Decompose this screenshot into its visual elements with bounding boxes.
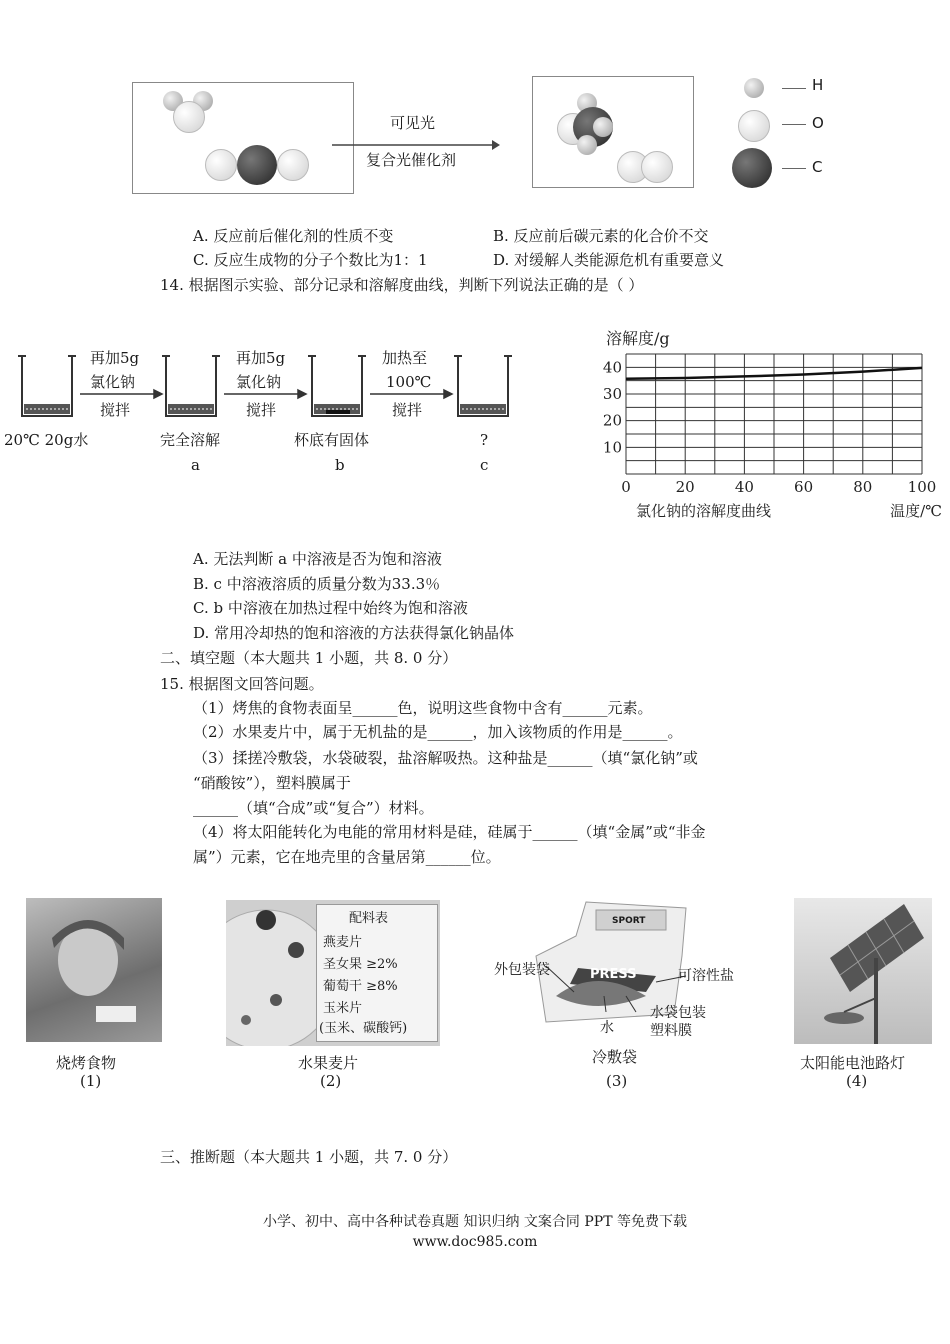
oxygen-atom [738, 110, 770, 142]
cold-pack-film-1: 水袋包装 [650, 1005, 706, 1021]
beaker-c-note: ? [480, 431, 489, 449]
photo-solar-lamp [794, 898, 932, 1044]
step1-bot: 搅拌 [100, 401, 131, 419]
cold-pack-film-2: 塑料膜 [650, 1023, 692, 1039]
q13-option-b: B. 反应前后碳元素的化合价不交 [493, 227, 709, 245]
x-tick-label: 80 [853, 478, 873, 496]
x-tick-label: 100 [907, 478, 937, 496]
x-tick-label: 60 [794, 478, 814, 496]
carbon-atom [237, 145, 277, 185]
cold-pack-outer-bag: 外包装袋 [494, 962, 550, 978]
x-axis-label: 温度/℃ [890, 502, 942, 520]
oxygen-atom [277, 149, 309, 181]
p4-caption: 太阳能电池路灯 [800, 1054, 906, 1072]
q13-option-c: C. 反应生成物的分子个数比为1：1 [193, 251, 428, 269]
step1-top: 再加5g [90, 349, 140, 367]
section-3-heading: 三、推断题（本大题共 1 小题，共 7. 0 分） [160, 1148, 458, 1166]
oxygen-atom [173, 101, 205, 133]
y-axis-label: 溶解度/g [606, 329, 670, 348]
beaker-b-note: 杯底有固体 [294, 431, 370, 449]
ingredient-2: 圣女果 ≥2% [323, 957, 398, 972]
cold-pack-press: PRESS [590, 967, 637, 982]
beaker-a-note: 完全溶解 [160, 431, 221, 449]
product-box [532, 76, 694, 188]
oxygen-atom [641, 151, 673, 183]
p4-number: (4) [846, 1072, 868, 1090]
beaker-initial-label: 20℃ 20g水 [4, 431, 89, 449]
q14-option-b: B. c 中溶液溶质的质量分数为33.3％ [193, 575, 441, 593]
person-icon [26, 898, 162, 1042]
oxygen-atom [205, 149, 237, 181]
legend-c: C [812, 158, 823, 176]
arrow-label-bottom: 复合光催化剂 [366, 151, 457, 169]
ingredient-panel [316, 904, 438, 1042]
solubility-chart-svg [590, 320, 950, 525]
q14-option-a: A. 无法判断 a 中溶液是否为饱和溶液 [193, 550, 442, 568]
q15-line-6: （4）将太阳能转化为电能的常用材料是硅，硅属于______（填“金属”或“非金 [193, 823, 706, 841]
step2-mid: 氯化钠 [236, 373, 282, 391]
q13-option-a: A. 反应前后催化剂的性质不变 [193, 227, 394, 245]
legend-h: H [812, 76, 824, 94]
photo-fruit-cereal [226, 900, 440, 1046]
x-tick-label: 20 [675, 478, 695, 496]
beaker-a-label: a [191, 456, 200, 474]
cold-pack-sport: SPORT [612, 916, 646, 926]
step3-top: 加热至 [382, 349, 428, 367]
reactant-box [132, 82, 354, 194]
ingredient-title: 配料表 [349, 911, 389, 926]
p1-caption: 烧烤食物 [56, 1054, 117, 1072]
step2-bot: 搅拌 [246, 401, 277, 419]
hydrogen-atom [577, 135, 597, 155]
q15-line-7: 属”）元素，它在地壳里的含量居第______位。 [193, 848, 501, 866]
carbon-atom [732, 148, 772, 188]
q15-line-3: （3）揉搓冷敷袋，水袋破裂，盐溶解吸热。这种盐是______（填“氯化钠”或 [193, 749, 698, 767]
q15-line-4: “硝酸铵”），塑料膜属于 [193, 774, 351, 792]
q15-line-1: （1）烤焦的食物表面呈______色，说明这些食物中含有______元素。 [193, 699, 653, 717]
x-tick-label: 40 [734, 478, 754, 496]
p2-number: (2) [320, 1072, 342, 1090]
ingredient-1: 燕麦片 [323, 935, 363, 950]
step2-top: 再加5g [236, 349, 286, 367]
y-tick-label: 30 [602, 385, 622, 403]
ingredient-5: (玉米、碳酸钙) [319, 1021, 408, 1036]
p3-caption: 冷敷袋 [592, 1048, 638, 1066]
beaker-b-label: b [335, 456, 345, 474]
cold-pack-water: 水 [600, 1020, 614, 1036]
step3-mid: 100℃ [386, 373, 432, 391]
arrow-label-top: 可见光 [390, 114, 436, 132]
hydrogen-atom [593, 117, 613, 137]
q14-option-d: D. 常用冷却热的饱和溶液的方法获得氯化钠晶体 [193, 624, 515, 642]
p2-caption: 水果麦片 [298, 1054, 359, 1072]
hydrogen-atom [744, 78, 764, 98]
solubility-chart [590, 320, 950, 525]
q15-stem: 15. 根据图文回答问题。 [160, 675, 324, 693]
solar-panel-icon [794, 898, 932, 1044]
q14-stem: 14. 根据图示实验、部分记录和溶解度曲线，判断下列说法正确的是（ ） [160, 276, 644, 294]
cold-pack-salt: 可溶性盐 [678, 968, 734, 984]
footer-line-1: 小学、初中、高中各种试卷真题 知识归纳 文案合同 PPT 等免费下载 [263, 1214, 687, 1230]
footer-link[interactable]: www.doc985.com [412, 1234, 538, 1250]
beaker-c-label: c [480, 456, 489, 474]
y-tick-label: 20 [602, 411, 622, 430]
ingredient-3: 葡萄干 ≥8% [323, 979, 398, 994]
p3-number: (3) [606, 1072, 628, 1090]
section-2-heading: 二、填空题（本大题共 1 小题，共 8. 0 分） [160, 649, 458, 667]
y-tick-label: 40 [602, 358, 622, 377]
chart-title: 氯化钠的溶解度曲线 [636, 502, 772, 520]
q15-line-5: ______（填“合成”或“复合”）材料。 [193, 799, 434, 817]
q15-line-2: （2）水果麦片中，属于无机盐的是______，加入该物质的作用是______。 [193, 723, 683, 741]
q14-option-c: C. b 中溶液在加热过程中始终为饱和溶液 [193, 599, 468, 617]
ingredient-4: 玉米片 [323, 1001, 363, 1016]
p1-number: (1) [80, 1072, 102, 1090]
atom-legend [730, 74, 840, 194]
photo-grilled-food [26, 898, 162, 1042]
step1-mid: 氯化钠 [90, 373, 136, 391]
q13-option-d: D. 对缓解人类能源危机有重要意义 [493, 251, 725, 269]
y-tick-label: 10 [602, 438, 622, 457]
x-tick-label: 0 [621, 478, 631, 496]
legend-o: O [812, 114, 824, 132]
step3-bot: 搅拌 [392, 401, 423, 419]
